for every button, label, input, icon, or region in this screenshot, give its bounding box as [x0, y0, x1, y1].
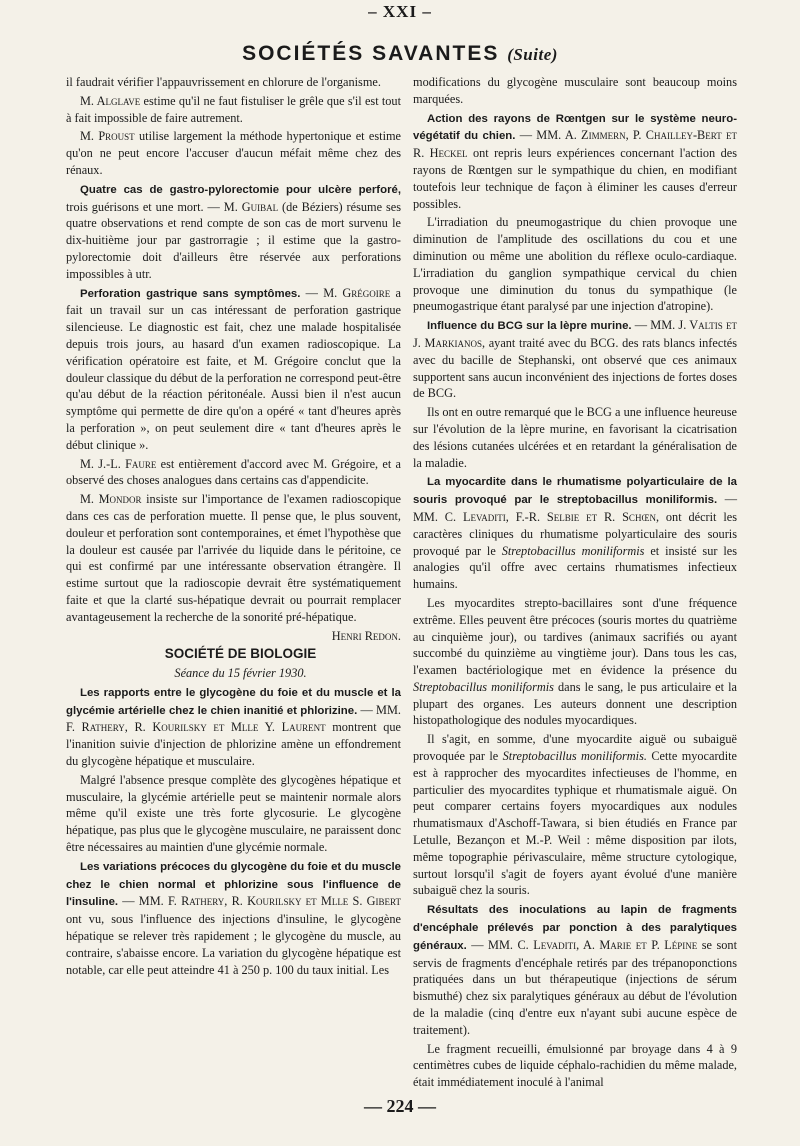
species-name: Streptobacillus moniliformis. — [502, 749, 647, 764]
paragraph — [66, 491, 401, 625]
paragraph — [413, 731, 737, 899]
author-names: — MM. F. Rathery, R. Kourilsky et Mlle Y. Laurent — [66, 702, 401, 735]
author-name: M. Proust — [80, 129, 135, 144]
paragraph-text: Cette myocardite est à rapprocher des myocardites infectieuses de l'homme, en particulier des myocardites typhique et rhumatismale aiguë. On peut comparer certains foyers myocardiques aux nodules rhumatismaux d'Aschoff-Tawara, si bien étudiés en France par Letulle, Bezançon et M.-P. Weil : même disposition par ilots, même topographie périvasculaire, même structure cytologique, surtout lorsqu'il s'agit de foyers ayant évolué d'une manière subaiguë chez la souris. — [413, 749, 737, 898]
paragraph-text: ont repris leurs expériences concernant l'action des rayons de Rœntgen sur le sympathique du chien, en modifiant toutefois leur technique de façon à éliminer les causes d'erreur possibles. — [413, 146, 737, 211]
paragraph — [66, 93, 401, 127]
communication-title: Les rapports entre le glycogène du foie et du muscle et la glycémie artérielle chez le chien inanitié et phlorizine. — [66, 686, 401, 717]
section-title: SOCIÉTÉ DE BIOLOGIE — [164, 646, 317, 662]
communication-title: Quatre cas de gastro-pylorectomie pour ulcère perforé, — [80, 183, 401, 196]
paragraph-text: utilise largement la méthode hypertonique et estime qu'on ne peut encore l'accuser d'aucun méfait même chez des rénaux. — [66, 129, 402, 177]
communication-title: Résultats des inoculations au lapin de fragments d'encéphale prélevés par ponction à des paralytiques généraux. — [413, 904, 737, 952]
running-title — [0, 42, 800, 66]
paragraph-text: dans le sang, le pus articulaire et la plupart des organes. Les auteurs donnent une description histopathologique des nodules myocardiques. — [413, 679, 737, 728]
paragraph-text: Les myocardites strepto-bacillaires sont d'une fréquence extrême. Elles peuvent être précoces (souris mortes du quatrième au cinquième jour), ou tardives (animaux sacrifiés ou ayant succombé du quinzième au vingtième jour). Dans tous les cas, l'examen bactériologique met en évidence la présence du — [413, 595, 737, 678]
roman-page-number: – XXI – — [368, 2, 432, 21]
author-names: — MM. A. Zimmern, P. Chailley-Bert et R. Heckel — [413, 128, 737, 161]
author-names: — MM. J. Valtis et J. Markianos, — [413, 318, 738, 350]
paragraph-text: (de Béziers) résume ses quatre observations et rend compte de son cas de mort survenu le dix-huitième jour par gastrorragie ; il estime que la gastro-pylorectomie doit d'ailleurs être réservée aux perforations impossibles à utr. — [66, 199, 401, 281]
author-name: M. J.-L. Faure — [80, 456, 157, 471]
paragraph: modifications du glycogène musculaire sont beaucoup moins marquées. — [413, 75, 737, 106]
signature: Henri Redon. — [331, 628, 401, 643]
paragraph: L'irradiation du pneumogastrique du chien provoque une diminution de l'amplitude des oscillations du cou et une diminution ou même une abolition du réflexe oculo-cardiaque. L'irradiation du ganglion sympathique cervical du chien provoque une diminution du tonus du sympathique (le pneumogastrique étant paralysé par une injection d'atropine). — [413, 215, 737, 314]
paragraph — [413, 317, 737, 402]
species-name: moniliformis — [491, 679, 554, 694]
paragraph: Le fragment recueilli, émulsionné par broyage dans 4 à 9 centimètres cubes de liquide céphalo-rachidien du même malade, était immédiatement inoculé à l'animal — [413, 1041, 737, 1090]
page-number: — 224 — — [364, 1096, 436, 1116]
author-name: M. Alglave — [80, 93, 141, 108]
paragraph-text: montrent que l'inanition suivie d'injection de phlorizine amène un effondrement du glycogène hépatique et musculaire. — [66, 720, 401, 769]
paragraph: Malgré l'absence presque complète des glycogènes hépatique et musculaire, la glycémie artérielle peut se maintenir normale alors même qu'il existe une très forte glycosurie. Le glycogène hépatique, pas plus que le glycogène musculaire, ne paraissent donc être nécessaires au maintien d'une glycémie normale. — [66, 772, 401, 855]
communication-title: Les variations précoces du glycogène du foie et du muscle chez le chien normal et phlorizine sous l'influence de l'insuline. — [66, 860, 401, 909]
paragraph — [413, 901, 737, 1038]
running-title-suite: (Suite) — [507, 45, 558, 64]
section-date: Séance du 15 février 1930. — [174, 666, 307, 681]
communication-title: Influence du BCG sur la lèpre murine. — [427, 320, 632, 333]
paragraph-text: ayant traité avec du BCG. des rats blancs infectés avec du bacille de Stephanski, ont observé que ces animaux supportent sans aucun inconvénient des injections de fortes doses de BCG. — [413, 335, 737, 401]
paragraph-text: ont décrit les caractères cliniques du rhumatisme polyarticulaire des souris provoqué par le — [413, 509, 737, 558]
author-name: M. Guibal — [223, 199, 279, 214]
paragraph-text: estime qu'il ne faut fistuliser le grêle que s'il est tout à fait impossible de faire autrement. — [66, 93, 401, 125]
dash: — — [300, 285, 324, 300]
paragraph-text: trois guérisons et une mort. — — [66, 199, 224, 214]
communication-title: La myocardite dans le rhumatisme polyarticulaire de la souris provoqué par le streptobacillus moniliformis. — [413, 476, 737, 507]
paragraph-text: ont vu, sous l'influence des injections d'insuline, le glycogène hépatique se relever très rapidement ; le glycogène du muscle, au contraire, s'abaisse encore. La variation du glycogène hépatique est notable, car elle peut atteindre 41 à 250 p. 100 du taux initial. Les — [66, 912, 401, 977]
author-names: — MM. C. Levaditi, F.-R. Selbie et R. Schœn, — [413, 492, 737, 524]
paragraph-text: Il s'agit, en somme, d'une myocardite aiguë ou subaiguë provoquée par le — [413, 732, 737, 764]
paragraph — [66, 858, 401, 979]
paragraph — [66, 456, 401, 490]
paragraph — [66, 181, 401, 283]
paragraph — [66, 684, 401, 770]
author-name: M. Mondor — [80, 492, 142, 507]
left-column — [66, 74, 401, 980]
paragraph-text: se sont servis de fragments d'encéphale retirés par des trépanoponctions pratiquées dans un but thérapeutique (injections de sérum bismuthé) chez six paralytiques généraux au début de l'évolution de la maladie (cinq d'entre eux n'ayant subi aucune espèce de traitement). — [413, 937, 737, 1037]
species-name: Streptobacillus — [413, 679, 488, 694]
paragraph — [413, 110, 737, 213]
right-column — [413, 74, 737, 1093]
author-names: — MM. C. Levaditi, A. Marie et P. Lépine — [466, 937, 698, 952]
paragraph — [66, 285, 401, 454]
paragraph — [413, 473, 737, 593]
paragraph: Ils ont en outre remarqué que le BCG a une influence heureuse sur l'évolution de la lèpre murine, en favorisant la cicatrisation des lésions cutanées ulcérées et en retardant la généralisation de la maladie. — [413, 405, 737, 470]
author-names: — MM. F. Rathery, R. Kourilsky et Mlle S. Gibert — [118, 894, 401, 909]
paragraph-text: a fait un travail sur un cas intéressant de perforation gastrique silencieuse. Le diagnostic est fait, chez une malade hospitalisée depuis trois jours, au hasard d'un examen radioscopique. La vérification opératoire est faite, et M. Grégoire conclut que la douleur classique du début de la perforation ne correspond peut-être qu'au début de la réaction péritonéale. Aussi bien il n'est aucun symptôme qui permette de dire qu'on a opéré « tant d'heures après la perforation », on peut seulement dire « tant d'heures après le début clinique ». — [66, 285, 401, 452]
author-name: M. Grégoire — [323, 285, 391, 300]
paragraph: il faudrait vérifier l'appauvrissement en chlorure de l'organisme. — [66, 75, 381, 89]
species-name: Streptobacillus moniliformis — [501, 543, 645, 558]
communication-title: Perforation gastrique sans symptômes. — [80, 287, 301, 300]
paragraph — [413, 595, 737, 729]
paragraph-text: est entièrement d'accord avec M. Grégoire, et a observé des choses analogues dans certains cas d'appendicite. — [66, 456, 401, 488]
running-title-main: SOCIÉTÉS SAVANTES — [242, 42, 500, 65]
communication-title: Action des rayons de Rœntgen sur le système neuro-végétatif du chien. — [413, 112, 737, 143]
paragraph — [66, 128, 401, 178]
paragraph-text: insiste sur l'importance de l'examen radioscopique dans ces cas de perforation muette. Il pense que, le plus souvent, douleur et perforation sont contemporaines, et émet l'hypothèse que la douleur est causée par l'arrivée du liquide dans le péritoine, ce qui est confirmé par une intéressante observation étrangère. Il estime surtout que la radioscopie devrait être systématiquement faite et que la clarté sus-hépatique devrait ou pourrait remplacer avantageusement la recherche de la sonorité pré-hépatique. — [66, 492, 401, 624]
paragraph-text: et insisté sur les analogies qu'il offre avec certains rhumatismes infectieux humains. — [413, 543, 737, 592]
